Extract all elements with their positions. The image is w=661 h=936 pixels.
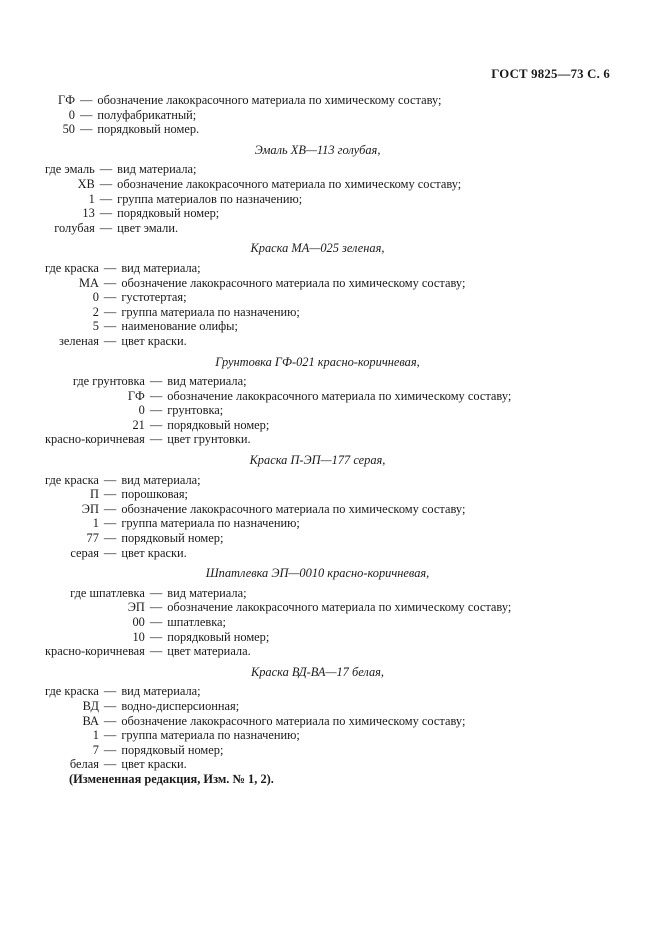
definition-description: порядковый номер;	[121, 531, 224, 546]
definition-term: 7	[92, 742, 99, 757]
dash-separator: —	[149, 629, 163, 644]
definition-term: 5	[92, 319, 99, 334]
definition-term: где краска	[45, 260, 99, 275]
definition-row	[45, 714, 465, 729]
definition-block	[45, 586, 511, 659]
definition-term: МА	[78, 275, 99, 290]
definition-term: ХВ	[77, 176, 95, 191]
definition-term: ВА	[82, 713, 99, 728]
definition-description: вид материала;	[167, 585, 247, 600]
definition-row	[45, 93, 441, 108]
definition-row	[45, 432, 511, 447]
definition-description: обозначение лакокрасочного материала по химическому составу;	[121, 501, 466, 516]
definition-description: грунтовка;	[167, 403, 224, 418]
definition-blocks	[45, 93, 590, 772]
definition-row	[45, 389, 511, 404]
dash-separator: —	[103, 304, 117, 319]
definition-description: группа материалов по назначению;	[117, 191, 303, 206]
amendment-note: (Измененная редакция, Изм. № 1, 2).	[69, 771, 274, 786]
example-heading: Шпатлевка ЭП—0010 красно-коричневая,	[205, 566, 430, 581]
definition-description: шпатлевка;	[167, 615, 226, 629]
dash-separator: —	[103, 698, 117, 713]
definition-term: красно-коричневая	[45, 644, 145, 659]
example-heading: Краска ВД-ВА—17 белая,	[250, 664, 385, 679]
definition-term: серая	[70, 545, 99, 560]
definition-description: группа материала по назначению;	[121, 516, 300, 531]
definition-row	[45, 644, 511, 659]
definition-block	[45, 93, 441, 137]
definition-row	[45, 108, 441, 123]
definition-description: порядковый номер;	[117, 206, 220, 221]
example-heading: Краска П-ЭП—177 серая,	[249, 453, 386, 468]
definition-row	[45, 615, 511, 630]
definition-description: цвет эмали.	[117, 220, 179, 235]
definition-description: обозначение лакокрасочного материала по химическому составу;	[97, 93, 442, 107]
definition-description: обозначение лакокрасочного материала по химическому составу;	[167, 388, 512, 403]
definition-description: водно-дисперсионная;	[121, 698, 240, 713]
definition-description: обозначение лакокрасочного материала по химическому составу;	[121, 713, 466, 728]
definition-block	[45, 374, 511, 447]
definition-row	[45, 177, 461, 192]
definition-description: густотертая;	[121, 290, 187, 305]
definition-term: ГФ	[58, 93, 75, 107]
definition-description: вид материала;	[167, 374, 247, 389]
definition-row	[45, 684, 465, 699]
definition-term: где грунтовка	[72, 374, 145, 389]
definition-row	[45, 305, 465, 320]
definition-row	[45, 206, 461, 221]
definition-row	[45, 334, 465, 349]
definition-term: красно-коричневая	[45, 432, 145, 447]
dash-separator: —	[103, 333, 117, 348]
definition-description: обозначение лакокрасочного материала по химическому составу;	[121, 275, 466, 290]
dash-separator: —	[149, 585, 163, 600]
definition-row	[45, 487, 465, 502]
definition-term: 1	[88, 191, 95, 206]
definition-term: 0	[138, 403, 145, 418]
definition-description: цвет краски.	[121, 545, 187, 560]
definition-description: цвет краски.	[121, 333, 187, 348]
definition-description: порядковый номер;	[167, 417, 270, 432]
definition-term: 0	[68, 107, 75, 122]
definition-row	[45, 546, 465, 561]
dash-separator: —	[103, 516, 117, 531]
definition-block	[45, 261, 465, 349]
definition-row	[45, 531, 465, 546]
dash-separator: —	[103, 319, 117, 334]
definition-term: где краска	[45, 472, 99, 487]
dash-separator: —	[149, 615, 163, 629]
definition-description: порядковый номер;	[121, 742, 224, 757]
dash-separator: —	[103, 757, 117, 772]
definition-description: порошковая;	[121, 487, 188, 502]
definition-description: обозначение лакокрасочного материала по химическому составу;	[167, 600, 512, 615]
definition-description: вид материала;	[117, 162, 197, 177]
dash-separator: —	[103, 531, 117, 546]
definition-term: 50	[62, 122, 75, 137]
definition-description: цвет грунтовки.	[167, 432, 251, 447]
dash-separator: —	[103, 501, 117, 516]
definition-term: 13	[82, 206, 95, 221]
definition-row	[45, 192, 461, 207]
definition-row	[45, 261, 465, 276]
definition-row	[45, 728, 465, 743]
document-content	[45, 93, 590, 787]
dash-separator: —	[99, 162, 113, 177]
definition-term: где эмаль	[45, 162, 95, 177]
definition-description: наименование олифы;	[121, 319, 238, 334]
definition-row	[45, 586, 511, 601]
definition-description: вид материала;	[121, 260, 201, 275]
definition-term: 2	[92, 304, 99, 319]
dash-separator: —	[80, 93, 93, 107]
dash-separator: —	[103, 728, 117, 743]
dash-separator: —	[149, 374, 163, 389]
definition-term: 0	[92, 290, 99, 305]
definition-block	[45, 162, 461, 235]
definition-term: 21	[132, 417, 145, 432]
definition-row	[45, 122, 441, 137]
dash-separator: —	[103, 260, 117, 275]
definition-description: группа материала по назначению;	[121, 304, 300, 319]
definition-description: вид материала;	[121, 472, 201, 487]
definition-description: порядковый номер;	[167, 629, 270, 644]
definition-block	[45, 473, 465, 561]
definition-term: голубая	[54, 220, 95, 235]
definition-description: обозначение лакокрасочного материала по химическому составу;	[117, 176, 462, 191]
definition-term: ВД	[82, 698, 99, 713]
dash-separator: —	[149, 388, 163, 403]
definition-row	[45, 516, 465, 531]
definition-row	[45, 403, 511, 418]
definition-term: 1	[92, 516, 99, 531]
definition-row	[45, 699, 465, 714]
example-heading: Эмаль ХВ—113 голубая,	[254, 142, 381, 157]
example-heading: Грунтовка ГФ-021 красно-коричневая,	[215, 354, 420, 369]
definition-description: группа материала по назначению;	[121, 728, 300, 743]
dash-separator: —	[99, 176, 113, 191]
dash-separator: —	[149, 403, 163, 418]
dash-separator: —	[103, 290, 117, 305]
definition-term: где шпатлевка	[70, 585, 145, 600]
definition-term: 1	[92, 728, 99, 743]
definition-row	[45, 600, 511, 615]
definition-term: П	[89, 487, 99, 502]
definition-description: порядковый номер.	[97, 122, 200, 137]
definition-row	[45, 743, 465, 758]
definition-row	[45, 374, 511, 389]
definition-block	[45, 684, 465, 772]
dash-separator: —	[103, 472, 117, 487]
dash-separator: —	[99, 220, 113, 235]
definition-row	[45, 290, 465, 305]
dash-separator: —	[103, 713, 117, 728]
dash-separator: —	[103, 275, 117, 290]
definition-row	[45, 319, 465, 334]
definition-term: ЭП	[127, 600, 145, 615]
dash-separator: —	[80, 122, 93, 137]
definition-description: полуфабрикатный;	[97, 107, 197, 122]
dash-separator: —	[103, 487, 117, 502]
definition-row	[45, 276, 465, 291]
dash-separator: —	[149, 644, 163, 659]
definition-term: ГФ	[127, 388, 145, 403]
dash-separator: —	[103, 742, 117, 757]
dash-separator: —	[103, 684, 117, 699]
definition-row	[45, 473, 465, 488]
definition-term: зеленая	[59, 333, 99, 348]
dash-separator: —	[149, 417, 163, 432]
definition-row	[45, 162, 461, 177]
dash-separator: —	[99, 191, 113, 206]
definition-description: цвет краски.	[121, 757, 187, 772]
definition-term: 00	[132, 615, 145, 629]
definition-term: белая	[69, 757, 99, 772]
definition-term: ЭП	[81, 501, 99, 516]
definition-row	[45, 418, 511, 433]
definition-term: где краска	[45, 684, 99, 699]
example-heading: Краска МА—025 зеленая,	[250, 241, 385, 256]
dash-separator: —	[149, 432, 163, 447]
dash-separator: —	[149, 600, 163, 615]
page-header: ГОСТ 9825—73 С. 6	[491, 67, 610, 81]
dash-separator: —	[99, 206, 113, 221]
definition-term: 77	[86, 531, 99, 546]
definition-description: вид материала;	[121, 684, 201, 699]
definition-description: цвет материала.	[167, 644, 251, 659]
dash-separator: —	[103, 545, 117, 560]
definition-row	[45, 757, 465, 772]
definition-row	[45, 221, 461, 236]
definition-row	[45, 630, 511, 645]
definition-term: 10	[132, 629, 145, 644]
definition-row	[45, 502, 465, 517]
dash-separator: —	[80, 107, 93, 122]
